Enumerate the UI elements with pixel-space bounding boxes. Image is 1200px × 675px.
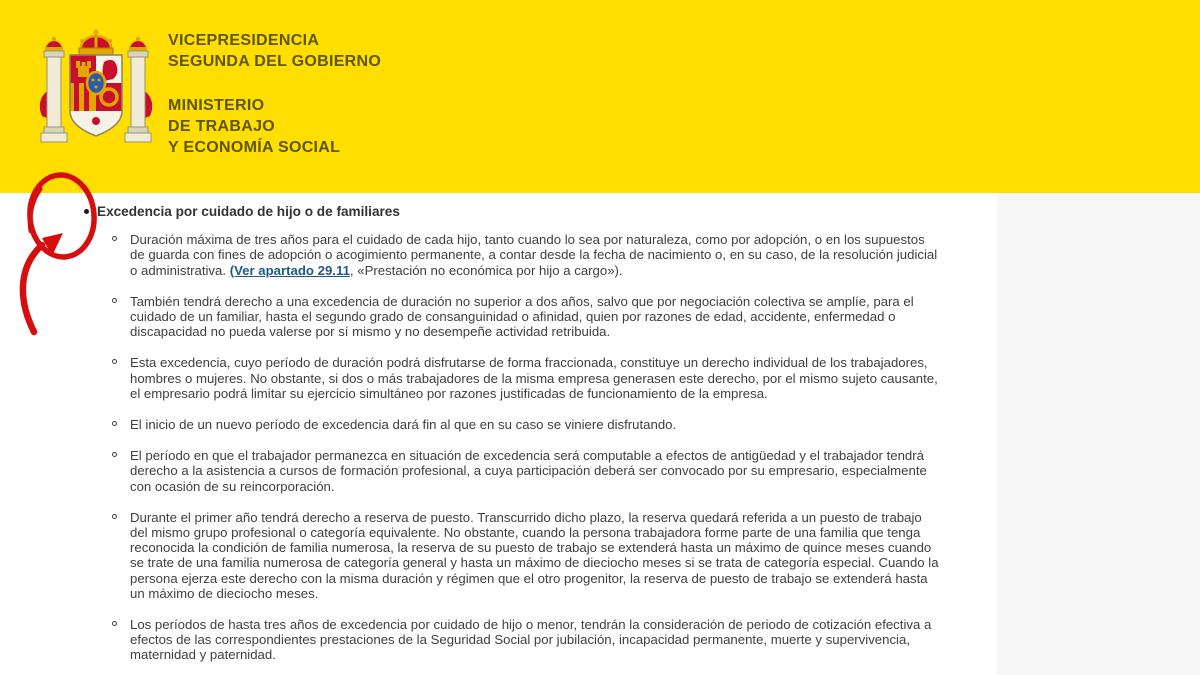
bullet-circle-icon — [112, 236, 117, 241]
item-text: Los períodos de hasta tres años de excedencia por cuidado de hijo o menor, tendrán la consideración de periodo de cotización efectiva a efectos de las correspondientes prestaciones de la Seguridad Social por jubilación, incapacidad permanente, muerte y supervivencia, maternidad y paternidad. — [130, 617, 932, 663]
item-text: También tendrá derecho a una excedencia de duración no superior a dos años, salvo que por negociación colectiva se amplíe, para el cuidado de un familiar, hasta el segundo grado de consanguinidad o afinidad, quien por razones de edad, accidente, enfermedad o discapacidad no pueda valerse por sí mismo y no desempeñe actividad retribuida. — [130, 293, 914, 340]
list-item — [84, 232, 942, 278]
list-item — [84, 417, 942, 432]
item-text: Esta excedencia, cuyo período de duración podrá disfrutarse de forma fraccionada, constituye un derecho individual de los trabajadores, hombres o mujeres. No obstante, si dos o más trabajadores de la misma empresa generasen este derecho, por el mismo sujeto causante, el empresario podrá limitar su ejercicio simultáneo por razones justificadas de funcionamiento de la empresa. — [130, 355, 938, 401]
vicepresidency-line1: VICEPRESIDENCIA — [168, 32, 320, 49]
list-item — [84, 294, 942, 340]
list-item — [84, 448, 942, 494]
bullet-circle-icon — [112, 298, 117, 303]
pillar-left — [41, 37, 67, 142]
page-gutter — [997, 193, 1200, 675]
annotation-circle-overstroke — [30, 189, 40, 231]
item-text-before-link: Duración máxima de tres años para el cuidado de cada hijo, tanto cuando lo sea por naturaleza, como por adopción, o en los supuestos de guarda con fines de adopción o acogimiento permanente, a contar desde la fecha de nacimiento o, en su caso, de la resolución judicial o administrativa. — [130, 232, 938, 278]
bullet-circle-icon — [112, 421, 117, 426]
spain-coat-of-arms-icon — [36, 20, 156, 166]
document-content — [84, 204, 944, 675]
main-list-item — [84, 204, 944, 219]
ministry-line3: Y ECONOMÍA SOCIAL — [168, 139, 341, 156]
item-text-after-link: , «Prestación no económica por hijo a cargo»). — [349, 262, 623, 278]
pillar-right — [125, 37, 151, 142]
item-text: El inicio de un nuevo período de excedencia dará fin al que en su caso se viniere disfrutando. — [130, 417, 677, 433]
ministry-line2: DE TRABAJO — [168, 118, 276, 135]
bullet-circle-icon — [112, 621, 117, 626]
annotation-arrowhead-icon — [42, 233, 63, 256]
annotation-arrow-tail — [23, 245, 42, 332]
list-item — [84, 355, 942, 401]
bullet-circle-icon — [112, 514, 117, 519]
vicepresidency-name — [168, 30, 381, 72]
ministry-name — [168, 95, 381, 158]
list-item — [84, 510, 942, 601]
item-text: El período en que el trabajador permanezca en situación de excedencia será computable a efectos de antigüedad y el trabajador tendrá derecho a la asistencia a cursos de formación profesional, a cuya participación deberá ser convocado por su empresario, especialmente con ocasión de su reincorporación. — [130, 448, 927, 494]
list-item — [84, 617, 942, 663]
vicepresidency-line2: SEGUNDA DEL GOBIERNO — [168, 53, 382, 70]
ministry-line1: MINISTERIO — [168, 97, 265, 114]
section-heading: Excedencia por cuidado de hijo o de familiares — [97, 204, 400, 219]
shield — [70, 55, 122, 136]
ministry-header — [0, 0, 1200, 193]
crown — [79, 30, 113, 56]
bullet-circle-icon — [112, 452, 117, 457]
bullet-disc-icon — [84, 209, 89, 214]
bullet-circle-icon — [112, 359, 117, 364]
ministry-wordmark — [168, 30, 381, 158]
sub-list — [84, 232, 944, 662]
ver-apartado-link[interactable]: (Ver apartado 29.11 — [229, 262, 350, 278]
item-text: Durante el primer año tendrá derecho a reserva de puesto. Transcurrido dicho plazo, la reserva quedará referida a un puesto de trabajo del mismo grupo profesional o categoría equivalente. No obstante, cuando la persona trabajadora forme parte de una familia que tenga reconocida la condición de familia numerosa, la reserva de su puesto de trabajo se extenderá hasta un máximo de quince meses cuando se trate de una familia numerosa de categoría general y hasta un máximo de dieciocho meses si se trata de categoría especial. Cuando la persona ejerza este derecho con la misma duración y régimen que el otro progenitor, la reserva de puesto de trabajo se extenderá hasta un máximo de dieciocho meses. — [130, 509, 939, 601]
